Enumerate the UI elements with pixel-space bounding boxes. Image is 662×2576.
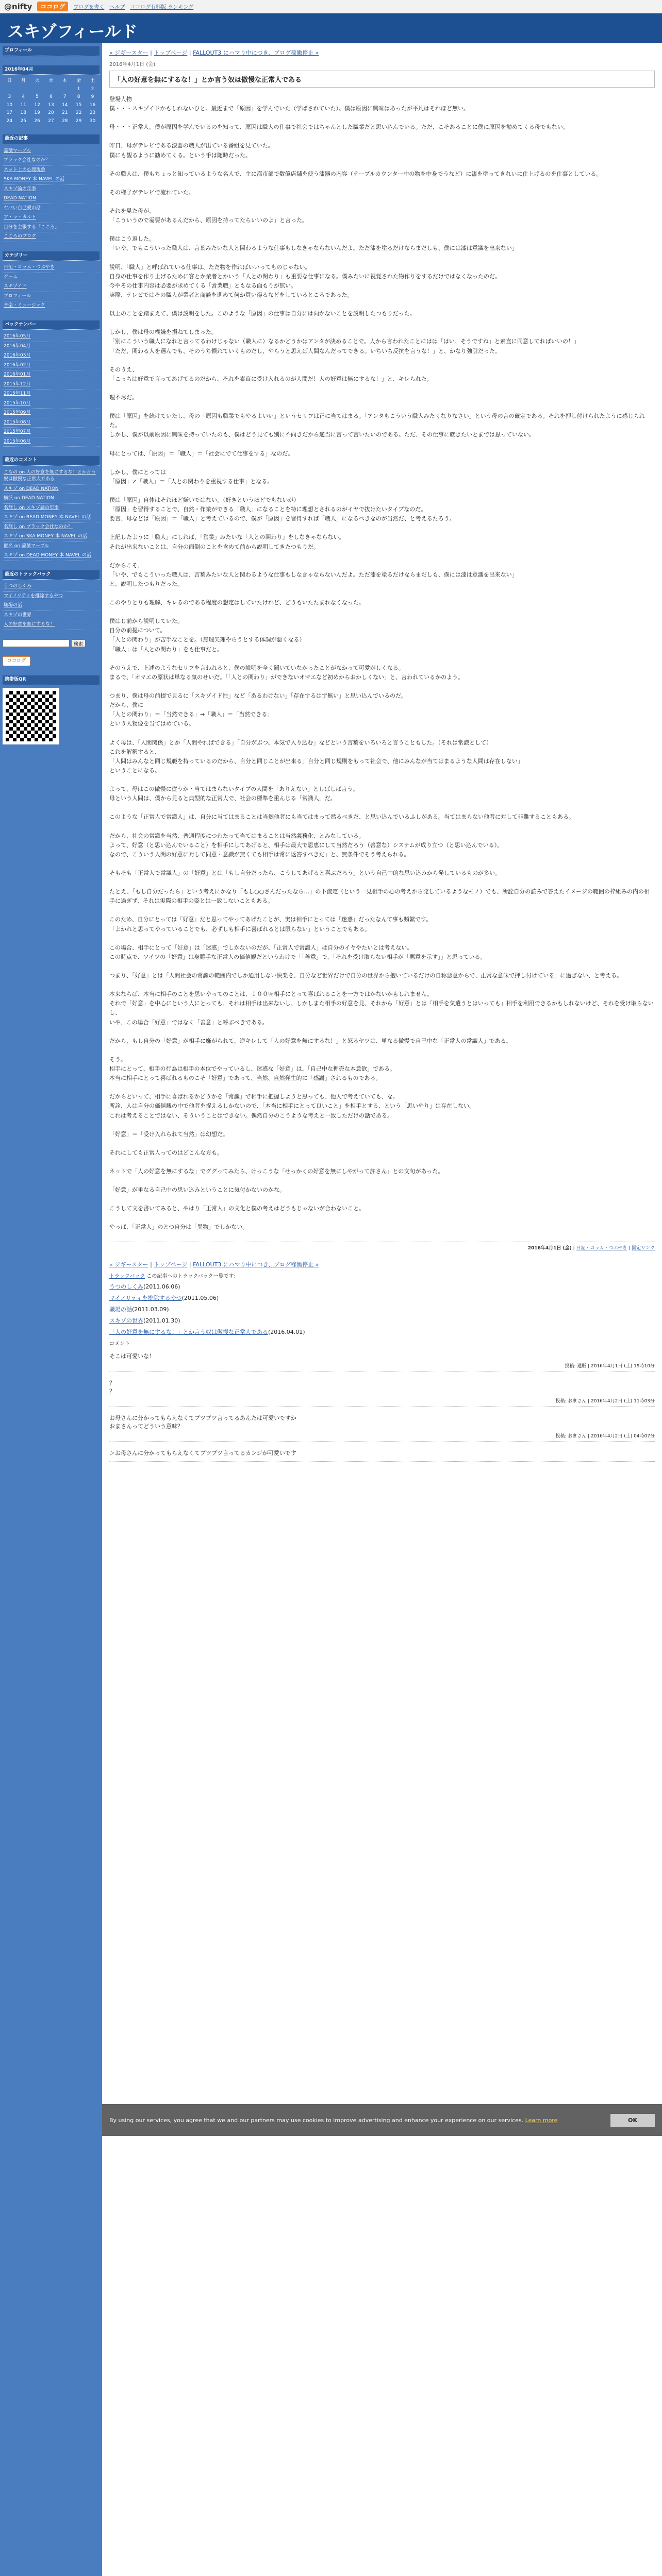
- prev-entry-link[interactable]: « ジギースター: [109, 49, 148, 56]
- entry-paragraph: よって、母はこの傲慢に従うか・当てはまらないタイプの人間を「ありえない」としばしば言う。 母という人間は、僕から見ると典型的な正常人で、社会の標準を重んじる「常識人」だ。: [109, 786, 359, 802]
- entry-paragraph: それを見た母が、 「こういうので需要があるんだから、原因を持ってたらいいのよ」と言った。: [109, 207, 308, 224]
- trackback-date: (2011.06.06): [143, 1283, 180, 1290]
- calendar-cell[interactable]: 14: [62, 102, 68, 108]
- comment-footer: [109, 1459, 655, 1462]
- archive-item[interactable]: 2016年01月: [3, 370, 100, 380]
- comment-footer: 投稿: おまさん | 2016年4月2日 (土) 04時07分: [109, 1432, 655, 1442]
- recent-trackback-item[interactable]: スキゾの世界: [3, 611, 100, 621]
- recent-comment-item[interactable]: こもの on 人の好意を無にするな！とか言う奴は傲慢な正常人である: [3, 468, 100, 485]
- calendar-cell[interactable]: 29: [75, 118, 82, 124]
- category-item[interactable]: 音楽・ミュージック: [3, 301, 100, 311]
- calendar-cell[interactable]: 2: [91, 86, 94, 92]
- search-box: [3, 639, 100, 647]
- calendar-cell: 木: [62, 78, 68, 83]
- category-item[interactable]: ゲーム: [3, 273, 100, 283]
- calendar-cell[interactable]: 27: [48, 118, 54, 124]
- calendar-cell[interactable]: 17: [6, 110, 13, 115]
- profile-heading[interactable]: プロフィール: [3, 46, 100, 56]
- entry-paragraph: 上記したように「職人」にしれば、「営業」みたいな「人との関わり」をしなきゃならない。 それが出来ないことは、自分の面倒のことを含めて前から説明してきたつもりだ。: [109, 534, 345, 550]
- entry-footer: 2016年4月1日 (金) | 日記・コラム・つぶやき | 固定リンク: [109, 1242, 655, 1251]
- recent-post-item[interactable]: 薔薇マーブル: [3, 147, 100, 157]
- trackback-item: [109, 1316, 655, 1325]
- site-title[interactable]: スキゾフィールド: [7, 22, 138, 41]
- entry-paragraph: 「好意」＝「受け入れられて当然」は幻想だ。: [109, 1130, 228, 1138]
- comment-footer: 投稿: おまさん | 2016年4月2日 (土) 11時03分: [109, 1397, 655, 1406]
- category-link[interactable]: 日記・コラム・つぶやき: [576, 1245, 627, 1251]
- archive-item[interactable]: 2016年04月: [3, 342, 100, 352]
- next-entry-link[interactable]: FALLOUT3 にハマり中につき、ブログ稼働停止 »: [193, 49, 319, 56]
- entry-paragraph: つまり、僕は母の前提で見るに「スキゾイド性」など「あるわけない」「存在するはず無い」と思い込んでいるのだ。 だから、僕に 「人との関わり」＝「当然できる」→「職人」＝「当然できる」 という人物像を当てはめている。: [109, 692, 407, 727]
- recent-trackback-item[interactable]: うつのしくみ: [3, 582, 100, 592]
- calendar-cell: [3, 86, 16, 94]
- prev-entry-link-bottom[interactable]: « ジギースター: [109, 1261, 148, 1268]
- main-content: [102, 43, 662, 2576]
- nifty-logo[interactable]: @nifty: [4, 2, 32, 11]
- cookie-ok-button[interactable]: OK: [610, 2114, 655, 2127]
- entry-paragraph: このため、自分にとっては「好意」だと思ってやってあげたことが、実は相手にとっては「迷惑」だったなんて事も頻繁です。 「よかれと思ってやっていることでも、必ずしも相手に喜ばれるとは限らない」ということでもある。: [109, 916, 432, 933]
- comment-text: そこは可愛いな！: [109, 1352, 155, 1360]
- permalink[interactable]: 固定リンク: [632, 1245, 655, 1251]
- categories-heading: カテゴリー: [3, 251, 100, 261]
- trackback-item: [109, 1328, 655, 1336]
- entry-paragraph: しかし、僕にとっては 「原因」≠「職人」＝「人との関わりを重視する仕事」となる。: [109, 468, 273, 485]
- calendar-cell: 水: [48, 78, 54, 83]
- calendar-cell[interactable]: 26: [34, 118, 40, 124]
- entry-paragraph: ネットで「人の好意を無にするな」でググってみたら、けっこうな「せっかくの好意を無にしやがって許さん」との文句があった。: [109, 1167, 444, 1175]
- calendar-cell[interactable]: 18: [20, 110, 26, 115]
- cookie-banner: [102, 2104, 662, 2136]
- calendar-cell[interactable]: 3: [8, 94, 11, 99]
- calendar-cell: [44, 86, 58, 94]
- recent-posts-heading: 最近の記事: [3, 134, 100, 144]
- entry-paragraph: 理不尽だ。: [109, 394, 138, 401]
- trackback-date: (2011.01.30): [143, 1317, 180, 1324]
- entry-paragraph: 僕は「原因」を続けていたし、母の「原因も職業でもやるよいい」というセリフは正に当てはまる。「アンタもこういう職人みたくなりなさい」という母の言の確定である。それを押し付けられたように感じられた。 しかし、僕が以前原因に興味を持っていたのも、僕はどう見ても別に不向きだから適当に言って言いたいのである。ただ、その仕事に就きたいとまでは思っていない。: [109, 413, 645, 438]
- recent-trackback-item[interactable]: 人の好意を無にするな！: [3, 620, 100, 630]
- top-link-write[interactable]: ブログを書く: [73, 5, 105, 10]
- calendar-cell[interactable]: 13: [48, 102, 54, 108]
- comment-text: ＞お母さんに分かってもらえなくてブツブツ言ってるカンジが可愛いです: [109, 1449, 296, 1456]
- trackback-link[interactable]: 職場の話: [109, 1306, 132, 1313]
- archive-item[interactable]: 2015年11月: [3, 389, 100, 399]
- recent-comment-item[interactable]: 横浜 on DEAD NATION: [3, 494, 100, 504]
- entry-paragraph: このような「正常人で常識人」は、自分に当てはまることは当然他者にも当てはまって然るべきだ、と思い込んでいるふしがある。当てはまらない他者に対して非難することもある。: [109, 814, 574, 821]
- recent-comment-item[interactable]: 名無し on スキゾ論の年季: [3, 504, 100, 514]
- entry-paragraph: こうして文を書いてみると、やはり「正常人」の文化と僕の考えはどうもじゃないが合わないこと。: [109, 1205, 365, 1212]
- archive-item[interactable]: 2015年12月: [3, 380, 100, 390]
- entry-title: 「人の好意を無にするな！」とか言う奴は傲慢な正常人である: [109, 71, 655, 88]
- cookie-text: By using our services, you agree that we and our partners may use cookies to improve advertising and enhance your experience on our services.: [109, 2116, 524, 2124]
- category-item[interactable]: スキゾイド: [3, 282, 100, 292]
- entry-paragraph: しかし、僕は母の機嫌を損ねてしまった。 「別にこういう職人になれと言ってるわけじゃない（職人に）なるかどうかはアンタが決めることで。人から言われたことにはは「はい、そうですね」と素直に同意してればいいの！」 「ただ、関わる人を選んでも、そのうち慣れていくものだし、やらうと思えば人間なんだってできる。いちいち反抗を言うな！」と、かなり強引だった。: [109, 329, 580, 354]
- entry-nav: « ジギースター | トップページ | FALLOUT3 にハマり中につき、ブログ稼働停止 »: [109, 49, 319, 56]
- top-link-help[interactable]: ヘルプ: [109, 5, 125, 10]
- category-item[interactable]: 日記・コラム・つぶやき: [3, 263, 100, 273]
- trackback-date: (2016.04.01): [268, 1328, 305, 1335]
- calendar: [3, 77, 100, 125]
- calendar-cell: [58, 86, 72, 94]
- recent-comment-item[interactable]: 匿名 on 薔薇マーブル: [3, 542, 100, 552]
- archive-item[interactable]: 2015年07月: [3, 428, 100, 437]
- calendar-cell[interactable]: 11: [20, 102, 26, 108]
- calendar-cell[interactable]: 12: [34, 102, 40, 108]
- entry-paragraph: そのうえ、 「こっちは好意で言ってあげてるのだから、それを素直に受け入れるのが人間だ！人の好意は無にするな！」と、キレられた。: [109, 366, 433, 382]
- trackback-heading: トラックバック この記事へのトラックバック一覧です:: [109, 1273, 236, 1279]
- recent-post-item[interactable]: スキゾ論の年季: [3, 185, 100, 195]
- trackback-item: [109, 1305, 655, 1313]
- entry-date: 2016年4月1日 (金): [109, 62, 156, 67]
- calendar-cell[interactable]: 4: [22, 94, 25, 99]
- entry-paragraph: 以上のことを踏まえて、僕は説明をした。このような「原因」の仕事は自分には向かないことを説明したつもりだった。: [109, 310, 416, 317]
- calendar-cell: 火: [35, 78, 40, 83]
- calendar-cell[interactable]: 7: [63, 94, 67, 99]
- calendar-cell: [16, 86, 30, 94]
- recent-post-item[interactable]: DEAD NATION: [3, 194, 100, 204]
- archive-item[interactable]: 2015年09月: [3, 409, 100, 418]
- calendar-cell[interactable]: 16: [89, 102, 96, 108]
- entry-paragraph: そう。 相手にとって、相手の行為は相手の本位でやっているし、迷惑な「好意」は、「自己中な押売な本意欲」である。 本当に相手にとって喜ばれるものこそ「好意」であって、当然、自然発生的に「感謝」されるものである。: [109, 1056, 396, 1082]
- archive-item[interactable]: 2016年03月: [3, 351, 100, 361]
- entry-paragraph: それにしても正常人ってのはどこんな方も。: [109, 1149, 223, 1156]
- entry-paragraph: つまり、「好意」とは「人間社会の常識の範囲内でしか通用しない快楽を、自分など世界だけで自分の世界から抱いているだけの自称悪意からで、正常な意味で押し付けている」に過ぎない、と考える。: [109, 972, 623, 979]
- entry-paragraph: そのうえで、上述のようなセリフを言われると、僕の説明を全く聞いていなかったことがなかって可愛がしくなる。 まるで、「オマエの原状は単なる気のせいだ。「「人との関わり」ができないオマエなど初めからおかしくない」と、言われているかのよう。: [109, 664, 464, 681]
- recent-trackback-item[interactable]: マイノリティを排除するやつ: [3, 592, 100, 602]
- archive-item[interactable]: 2016年05月: [3, 332, 100, 342]
- entry-paragraph: 母・・・正常人。僕が原因を学んでいるのを知って、原因は職人の仕事で社会ではちゃんとした職業だと思い込んでいる。ただ、こそあることに僕に原因を勧めてくる母でもない。: [109, 124, 569, 131]
- recent-comment-item[interactable]: スキゾ on DEAD NATION: [3, 485, 100, 495]
- recent-post-item[interactable]: 自分を主張する「こころ」: [3, 223, 100, 233]
- comment-text: ？ ？: [109, 1379, 115, 1395]
- entry-nav-bottom: « ジギースター | トップページ | FALLOUT3 にハマり中につき、ブログ稼働停止 »: [109, 1261, 319, 1268]
- entry-paragraph: やっぱ、「正常人」のとつ自分は「異物」でしかない。: [109, 1224, 249, 1231]
- archive-item[interactable]: 2015年06月: [3, 437, 100, 447]
- archive-item[interactable]: 2015年10月: [3, 399, 100, 409]
- entry-paragraph: 「好意」が単なる自己中の思い込みということに気付かないのかな。: [109, 1187, 285, 1194]
- calendar-cell: [30, 86, 44, 94]
- next-entry-link-bottom[interactable]: FALLOUT3 にハマり中につき、ブログ稼働停止 »: [193, 1261, 319, 1268]
- recent-post-item[interactable]: ア・ラ・カルト: [3, 213, 100, 223]
- calendar-cell[interactable]: 23: [89, 110, 96, 115]
- top-link-ranking[interactable]: ココログ有料版 ランキング: [130, 5, 194, 10]
- entry-paragraph: その職人は、僕もちょっと知っているような名人で、主に都市部で数億店舗を使う漆器の内容（テーブルカウンター中の物を中身でうなど）に漆を塗ってきれいに仕上げるのを仕事としている。: [109, 170, 602, 177]
- archives-heading: バックナンバー: [3, 320, 100, 330]
- archive-item[interactable]: 2015年08月: [3, 418, 100, 428]
- entry-paragraph: 昨日、母がテレビである漆器の職人が出ている番組を見ていた。 僕にも観るように勧めてくる。という手は随時だった。: [109, 142, 274, 159]
- trackback-link[interactable]: 「人の好意を無にするな！」とか言う奴は傲慢な正常人である: [109, 1328, 268, 1335]
- calendar-cell[interactable]: 9: [91, 94, 94, 99]
- qr-code: [3, 688, 59, 744]
- trackback-date: (2011.05.06): [181, 1294, 219, 1301]
- entry-paragraph: だからこそ、 「いや、でもこういった職人は、言葉みたいな人と関わるような仕事もしなきゃならないんだよ。ただ漆を塗るだけならまだしも、僕には漆は意識を出来ない」 と、説明したつもりだった。: [109, 562, 518, 587]
- entry-paragraph: だから、社会の常識を当然、普通程度につわたって当てはまることは当然義務化、とみなしている。 よって、好意（と思い込んでいること）を相手にしてあげると、相手は最大で恩恵にして当然だろう（善意な）システムが成り立つ（と思い込んでいる）。 なので、こういう人間の好意に対して同意・意識が無くても相手は常に返答すべきだ」と、無条件でそう考えられる。: [109, 832, 503, 858]
- entry-paragraph: 僕はこう返した。 「いや、でもこういった職人は、言葉みたいな人と関わるような仕事もしなきゃならないんだよ。ただ漆を塗るだけならまだしも、僕には漆は意識を出来ない」: [109, 235, 518, 252]
- comment-text: お母さんに分かってもらえなくてブツブツ言ってるあんたは可愛いですか おまさんってどういう意味？: [109, 1414, 296, 1430]
- search-input[interactable]: [3, 639, 70, 647]
- calendar-cell[interactable]: 1: [77, 86, 80, 92]
- entry-paragraph: だからといって、相手に喜ばれるかどうかを「常識」で相手に把握しようと思っても、他人で考えていても、な。 所詮、人は自分の価値観の中で他者を捉えるしかないので、「本当に相手にとって良いこと」を相手とする、という「思いやり」は存在しない。 これは考えることではない、そういうことはできない。偶然自分のこうような考えと一致しただけの話である。: [109, 1093, 475, 1119]
- entry-paragraph: 説明、「職人」と呼ばれている仕事は、ただ物を作ればいいってものじゃない。 自身の仕事を作り上げるために客とか業者とかいう「人との関わり」も重要な仕事になる。僕みたいに視覚された物作りをするだけではなくなったのだ。 今やその仕事内容は必要が求めてくる「営業職」ともなる面もりが無い。 実際、テレビではその職人が業者と商談を進めて何か買い得るなどをしているところであった。: [109, 263, 501, 298]
- recent-post-item[interactable]: ネット上の心理現象: [3, 166, 100, 176]
- entry-paragraph: 僕は「原因」自体はそれほど嫌いではない。（好きというほどでもないが） 「原因」を習得することで、自然・作業ができる「職人」になることを特に理想とされるのがイヤで抜けたいタイプなのだ。 要言、母などは「原因」＝「職人」と考えているので、僕が「原因」を習得すれば「職人」になるべきなのが当然だ、と考えるたろう。: [109, 496, 455, 522]
- recent-post-item[interactable]: ヤバい自己愛の話: [3, 204, 100, 214]
- entry-paragraph: たとえ、「もし自分だったら」という考えにかなり「もし○○さんだったなら…」の下流定（という一見相手の心の考えから発しているようなモノ）でも、所詮自分の読みで答えたイメージの範囲の枠組みの内の相手に過ぎず、それは実際の相手の姿とは一致しないこともある。: [109, 888, 650, 905]
- calendar-cell[interactable]: 24: [6, 118, 13, 124]
- cookie-learn-more[interactable]: Learn more: [525, 2116, 558, 2124]
- trackback-link[interactable]: スキゾの世界: [109, 1317, 143, 1324]
- calendar-cell[interactable]: 28: [62, 118, 68, 124]
- calendar-cell: 月: [21, 78, 26, 83]
- entry-paragraph: 僕はじ前から説明していた。 自分の前提について。 「人との関わり」が苦手なことを。（無理矢理やらうとする体調が悪くなる） 「職人」は「人との関わり」をも仕事だと。: [109, 618, 305, 653]
- entry-paragraph: 登場人物 僕・・・スキゾイドかもしれないひと。最近まで「原因」を学んでいた（学ばされていた）。僕は原因に興味はあったが平凡はそれほど無い。: [109, 96, 469, 112]
- recent-comment-item[interactable]: スキゾ on BEAD MONEY 本 NAVEL の話: [3, 513, 100, 523]
- calendar-cell[interactable]: 6: [49, 94, 53, 99]
- entry-paragraph: その様子がテレビで流れていた。: [109, 189, 194, 196]
- calendar-heading: 2016年04月: [3, 65, 100, 75]
- search-button[interactable]: 検索: [71, 639, 86, 647]
- calendar-cell[interactable]: 19: [34, 110, 40, 115]
- calendar-cell[interactable]: 5: [36, 94, 39, 99]
- site-header: [0, 13, 662, 43]
- calendar-cell: 土: [90, 78, 95, 83]
- archive-item[interactable]: 2016年02月: [3, 361, 100, 371]
- calendar-cell[interactable]: 8: [77, 94, 80, 99]
- trackback-link[interactable]: マイノリティを排除するやつ: [109, 1294, 182, 1301]
- top-bar: [0, 0, 662, 13]
- entry-paragraph: このやりとりも理解、キレるのである程度の想定はしていたけれど、どうもいたたまれなくなった。: [109, 599, 365, 606]
- recent-comment-item[interactable]: スキゾ on DEAD MONEY 本 NAVEL の話: [3, 551, 100, 561]
- calendar-cell[interactable]: 15: [75, 102, 82, 108]
- cocolog-badge[interactable]: ココログ: [3, 656, 30, 667]
- calendar-cell[interactable]: 30: [89, 118, 96, 124]
- calendar-cell[interactable]: 25: [20, 118, 26, 124]
- entry-paragraph: 本来ならば、本当に相手のことを思いやってのことは、１００％相手にとって喜ばれることを一方ではかないかもしれません。 それで「好意」を中心にという人にとっても、それは相手は出来ないし、しかしまた相手の好意を見、それから「好意」とは「相手を気遣うとはいっても」相手を利用できるかもしれないけど、それを受け取らないし、 いや、この場合「好意」ではなく「善意」と呼ぶべきである。: [109, 991, 654, 1026]
- trackback-date: (2011.03.09): [132, 1306, 169, 1313]
- recent-trackback-item[interactable]: 職場の話: [3, 601, 100, 611]
- trackback-link[interactable]: うつのしくみ: [109, 1283, 143, 1290]
- cocolog-logo[interactable]: ココログ: [37, 2, 68, 11]
- calendar-cell: 日: [7, 78, 12, 83]
- home-link[interactable]: トップページ: [154, 49, 188, 56]
- entry-paragraph: そもそも「正常人で常識人」の「好意」とは「もし自分だったら、こうしてあげると喜ぶだろう」という自己中的な思い込みから発しているものが多い。: [109, 870, 501, 877]
- trackback-item: [109, 1282, 655, 1291]
- recent-comments-heading: 最近のコメント: [3, 456, 100, 466]
- comment-footer: 投稿: 通販 | 2016年4月1日 (土) 19時10分: [109, 1362, 655, 1371]
- calendar-cell[interactable]: 10: [6, 102, 13, 108]
- recent-post-item[interactable]: ブラック会社なのか？: [3, 156, 100, 166]
- entry-paragraph: 母にとっては、「原因」＝「職人」＝「社会にでて仕事をする」なのだ。: [109, 450, 294, 457]
- comment-heading: コメント: [109, 1341, 130, 1347]
- category-item[interactable]: プロフィール: [3, 292, 100, 302]
- recent-post-item[interactable]: SKA MONEY 本 NAVEL の話: [3, 175, 100, 185]
- entry-body: [109, 95, 655, 1232]
- recent-trackbacks-heading: 最近のトラックバック: [3, 570, 100, 580]
- entry-paragraph: よく母は、「人間関係」とか「人間やればできる」「自分がぶつ、本気で入り込む」などという言葉をいろいろと言うこともした。（それは常識として） これを解釈すると、 「人間はみんなと同じ規範を持っているのだから、自分と同じことが出来る」自分と同じ規則をもって社会で、他にみんなが当てはまるような人間は存在しない」 ということになる。: [109, 739, 523, 774]
- recent-comment-item[interactable]: スキゾ on SKA MONEY 本 NAVEL の話: [3, 532, 100, 542]
- calendar-cell: 金: [76, 78, 81, 83]
- calendar-cell[interactable]: 21: [62, 110, 68, 115]
- entry-paragraph: だから、もし自分の「好意」が相手に嫌がられて、逆キレして「人の好意を無にするな！」と怒るヤツは、単なる傲慢で自己中な「正常人の常識人」である。: [109, 1037, 512, 1044]
- entry-paragraph: この場合、相手にとって「好意」は「迷惑」でしかないのだが、「正常人で常識人」は自分のイヤやたいとは考えない。 この時点で、ソイツの「好意」は身勝手な正常人の価値観だというわけで「「善意」で、「それを受け取らない相手が「悪意を示す」」と思っている。: [109, 944, 486, 960]
- trackback-item: [109, 1294, 655, 1302]
- home-link-bottom[interactable]: トップページ: [154, 1261, 188, 1268]
- mobile-qr-heading: 携帯版QR: [3, 675, 100, 685]
- recent-post-item[interactable]: こころのブログ: [3, 232, 100, 242]
- calendar-cell[interactable]: 22: [75, 110, 82, 115]
- sidebar: [0, 43, 102, 2576]
- calendar-cell[interactable]: 20: [48, 110, 54, 115]
- recent-comment-item[interactable]: 名無し on ブラック会社なのか？: [3, 523, 100, 533]
